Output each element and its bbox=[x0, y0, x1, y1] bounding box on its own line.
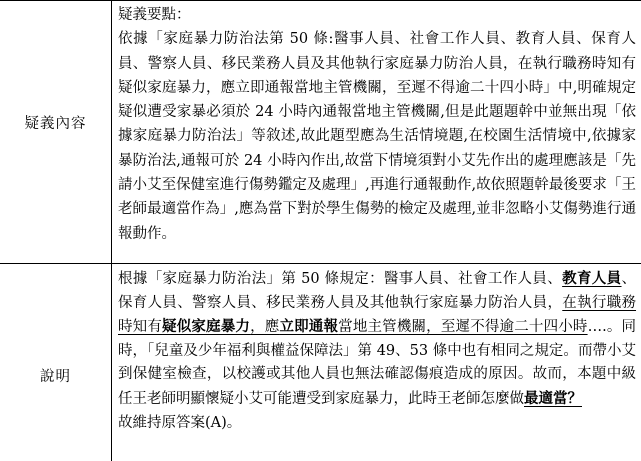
row-explanation bbox=[0, 264, 641, 461]
explanation-emphasis-best: 最適當？ bbox=[524, 389, 582, 407]
doubt-heading: 疑義要點： bbox=[118, 7, 191, 23]
explanation-underline-should: ，應 bbox=[250, 319, 280, 336]
explanation-underline-deadline: 當地主管機關，至遲不得逾二十四小時 bbox=[338, 319, 588, 336]
doubt-paragraph: 依據「家庭暴力防治法第 50 條:醫事人員、社會工作人員、教育人員、保育人員、警察人員、移民業務人員及其他執行家庭暴力防治人員，在執行職務時知有疑似家庭暴力，應立即通報當地主管機關，至遲不得逾二十四小時」中,明確規定疑似遭受家暴必須於 24 小時內通報當地主管機關,但是此題題幹中並無出現「依據家庭暴力防治法」等敘述,故此題型應為生活情境題,在校園生活情境中,依據家暴防治法,通報可於 24 小時內作出,故當下情境須對小艾先作出的處理應該是「先請小艾至保健室進行傷勢鑑定及處理」,再進行通報動作,故依照題幹最後要求「王老師最適當作為」,應為當下對於學生傷勢的檢定及處理,並非忽略小艾傷勢進行通報動作。 bbox=[118, 31, 636, 242]
explanation-seg-1: 根據「家庭暴力防治法」第 50 條規定：醫事人員、社會工作人員、 bbox=[118, 271, 563, 287]
explanation-emphasis-teacher: 教育人員 bbox=[562, 270, 622, 287]
row-doubt-content bbox=[0, 1, 641, 264]
explanation-seg-9: ….。同時，「兒童及少年福利與權益保障法」第 49、53 條中也有相同之規定。而帶小艾到保健室檢查，以校護或其他人員也無法確認傷痕造成的原因。故而，本題中級任王老師明顯懷疑小艾可能遭受到家庭暴力，此時王老師怎麼做 bbox=[118, 319, 637, 407]
row-label-doubt-content: 疑義內容 bbox=[24, 116, 87, 132]
explanation-text bbox=[118, 267, 636, 435]
explanation-seg-3: 、保育人員、警察人員、移民業務人員及其他執行家庭暴力防治人員， bbox=[118, 271, 637, 311]
explanation-underline-duty: 在執行職務時知有 bbox=[118, 294, 637, 336]
explanation-emphasis-report: 立即通報 bbox=[279, 318, 339, 336]
explanation-paragraph bbox=[118, 267, 636, 412]
row-label-explanation: 說明 bbox=[40, 369, 71, 385]
doubt-content-text bbox=[118, 3, 636, 246]
explanation-conclusion: 故維持原答案(A)。 bbox=[118, 414, 242, 431]
explanation-emphasis-suspected: 疑似家庭暴力 bbox=[162, 318, 251, 336]
